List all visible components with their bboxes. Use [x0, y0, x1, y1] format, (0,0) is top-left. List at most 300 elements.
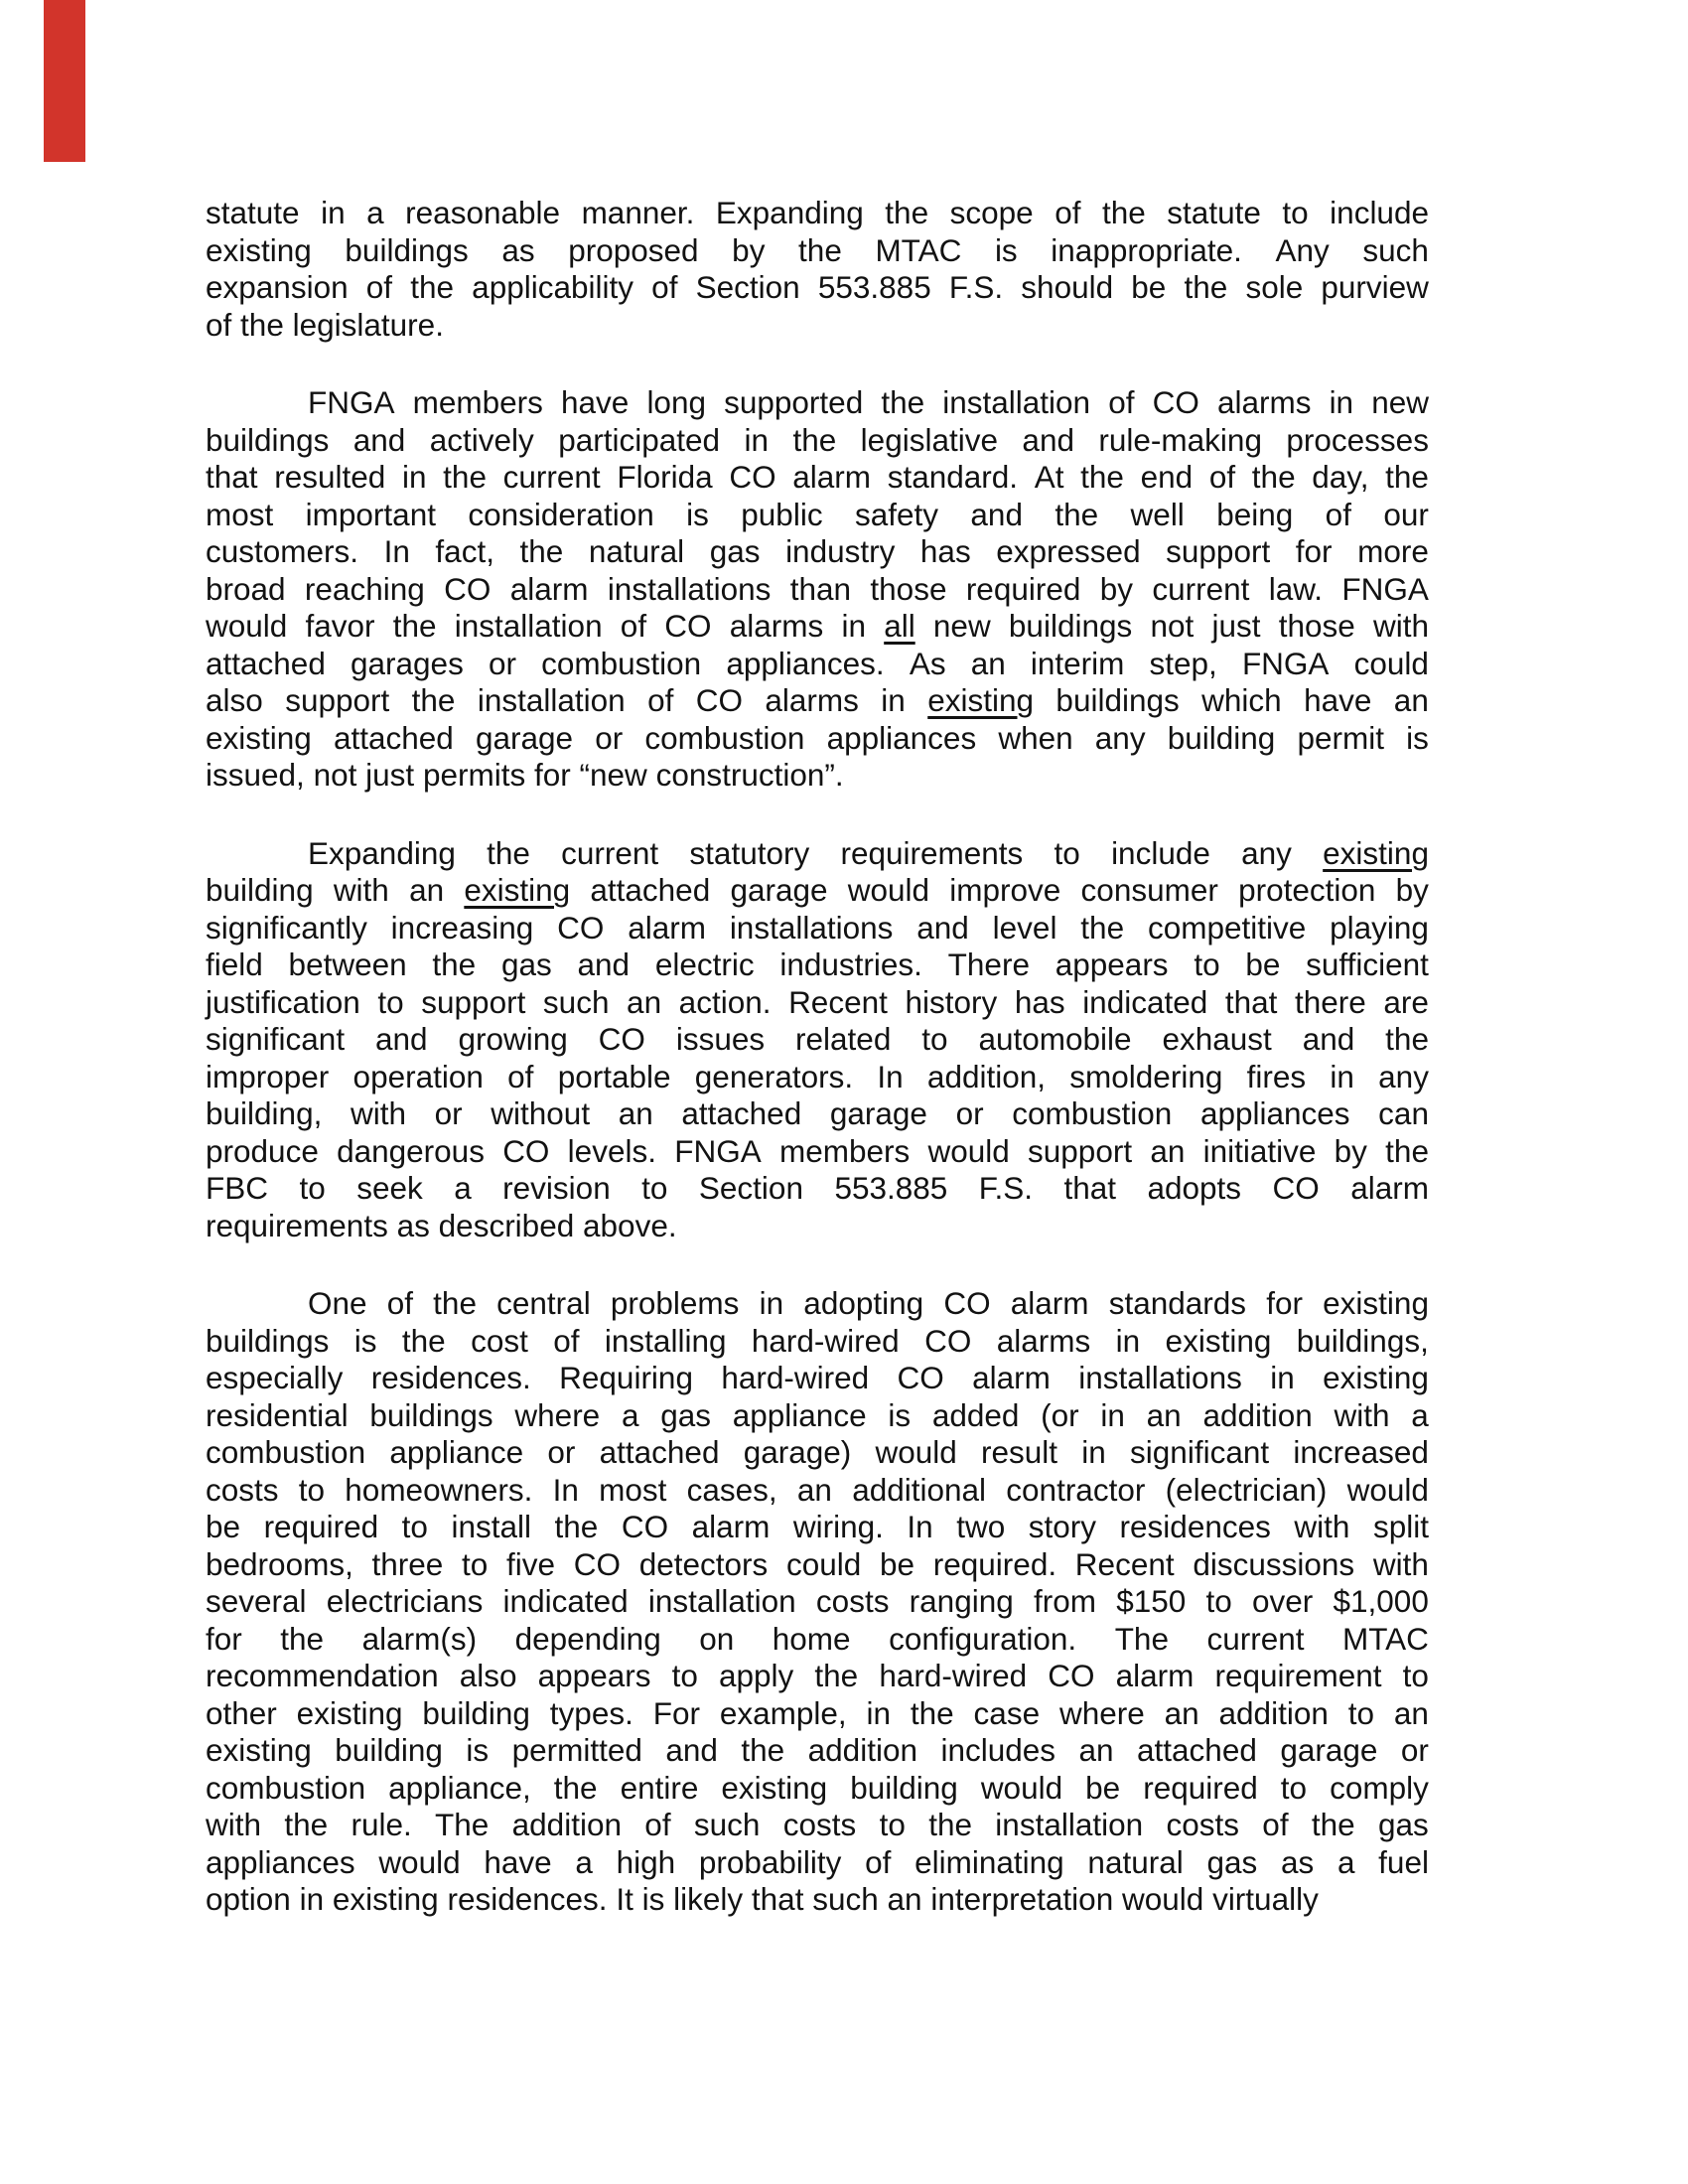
word: entire [620, 1769, 699, 1806]
word: well [1130, 496, 1185, 532]
document-text [206, 195, 1429, 1919]
word: existing [721, 1769, 828, 1806]
word: contractor [1006, 1471, 1146, 1508]
word: five [506, 1545, 556, 1582]
word: protection [1238, 872, 1376, 908]
text-line [206, 384, 1429, 422]
text-line [206, 1509, 1429, 1546]
word: the [1184, 269, 1228, 305]
word: result [981, 1434, 1058, 1470]
word: adopting [803, 1285, 924, 1321]
word: installations [1078, 1360, 1242, 1395]
word: to [1347, 1694, 1374, 1731]
word: As [909, 645, 946, 681]
word: in [299, 1881, 325, 1917]
word: to [1402, 1658, 1429, 1693]
word: costs [782, 1807, 857, 1842]
word: legislative [860, 421, 998, 458]
word: support [1028, 1132, 1133, 1169]
word: issued, [206, 757, 305, 793]
word: in [1081, 1434, 1106, 1470]
word: just [1211, 608, 1261, 644]
word: has [919, 533, 971, 569]
word: an [1393, 1694, 1429, 1731]
word: added [931, 1396, 1020, 1433]
word: ranging [909, 1583, 1014, 1619]
word: CO [897, 1360, 944, 1395]
word: garages [350, 645, 464, 681]
word: to [641, 1170, 668, 1206]
word: the [885, 195, 929, 230]
word: to [298, 1471, 326, 1508]
word: the [392, 608, 437, 644]
word: the [284, 1807, 329, 1842]
word: attached [599, 1434, 720, 1470]
word: is [686, 496, 709, 532]
word: not [1150, 608, 1195, 644]
word: types. [549, 1694, 633, 1731]
word: in [866, 1694, 892, 1731]
word: by [1099, 570, 1134, 607]
word: existing [332, 1881, 439, 1917]
word: be [206, 1509, 241, 1544]
word: story [1028, 1509, 1097, 1544]
word: hard-wired [879, 1658, 1028, 1693]
word: attached [206, 645, 326, 681]
word: adopts [1147, 1170, 1242, 1206]
paragraph [206, 384, 1429, 795]
word: such [542, 983, 610, 1020]
word: support [1166, 533, 1271, 569]
word: addition [807, 1732, 917, 1768]
word: to [1280, 1769, 1308, 1806]
word: costs [815, 1583, 890, 1619]
word: an [1164, 1694, 1199, 1731]
text-line [206, 1021, 1429, 1059]
word: long [646, 384, 706, 420]
text-line [206, 1397, 1429, 1435]
word: gas [660, 1396, 711, 1433]
word: of [1262, 1807, 1289, 1842]
word: probability [698, 1843, 842, 1880]
word: permit [1297, 719, 1384, 756]
word: would [847, 872, 930, 908]
word: the [554, 1509, 599, 1544]
word: At [1034, 459, 1064, 495]
word: existing [206, 231, 312, 268]
word: those [870, 570, 947, 607]
word: a [1411, 1396, 1429, 1433]
word: participated [558, 421, 721, 458]
word: that [751, 1881, 804, 1917]
word: natural [1087, 1843, 1184, 1880]
word: should [1021, 269, 1114, 305]
word: current [1206, 1620, 1305, 1657]
word: Expanding [715, 195, 864, 230]
word: in [1115, 1322, 1141, 1359]
word: problems [610, 1285, 740, 1321]
word: electricians [326, 1583, 484, 1619]
word: combustion [644, 719, 805, 756]
word: includes [940, 1732, 1056, 1768]
red-scan-mark [44, 0, 85, 162]
word: alarms [996, 1322, 1091, 1359]
word: FNGA [674, 1132, 762, 1169]
text-line [206, 1095, 1429, 1133]
word: 553.885 [834, 1170, 948, 1206]
word: increased [1293, 1434, 1429, 1470]
word: level [992, 909, 1057, 946]
word: reasonable [405, 195, 561, 230]
word: statute [1167, 195, 1261, 230]
word: supported [724, 384, 864, 420]
word: requirement [1214, 1658, 1382, 1693]
word: alarm(s) [361, 1620, 478, 1657]
word: would [1121, 1881, 1204, 1917]
word: a [1336, 1843, 1355, 1880]
word: high [616, 1843, 676, 1880]
word: attached [681, 1095, 802, 1131]
word: of [651, 269, 678, 305]
word: Requiring [559, 1360, 693, 1395]
word: of [206, 306, 232, 343]
text-line [206, 1881, 1429, 1919]
word: the [240, 306, 284, 343]
word: required [965, 570, 1081, 607]
word: two [956, 1509, 1006, 1544]
word: by [732, 231, 766, 268]
text-line [206, 1658, 1429, 1695]
word: current [1152, 570, 1250, 607]
text-line [206, 1059, 1429, 1096]
word: the [881, 384, 925, 420]
word: where [514, 1396, 601, 1433]
word: in [1100, 1396, 1125, 1433]
word: of [620, 608, 647, 644]
word: of [644, 1807, 671, 1842]
text-line [206, 459, 1429, 497]
word: can [1378, 1095, 1429, 1131]
word: cost [471, 1322, 528, 1359]
word: garage [829, 1095, 927, 1131]
word: gas [500, 946, 552, 982]
word: of [365, 269, 393, 305]
word: buildings [345, 231, 469, 268]
word: $150 [1116, 1583, 1187, 1619]
word: existing [927, 682, 1035, 718]
word: manner. [581, 195, 695, 230]
word: gas [709, 533, 761, 569]
word: would [1346, 1471, 1429, 1508]
word: also [459, 1658, 517, 1693]
word: for [1266, 1285, 1303, 1321]
word: growing [458, 1021, 568, 1057]
word: not [313, 757, 357, 793]
word: installation [477, 682, 626, 718]
word: fires [1246, 1058, 1307, 1094]
word: FBC [206, 1170, 268, 1206]
word: and [577, 946, 631, 982]
word: is [1406, 719, 1429, 756]
word: smoldering [1069, 1058, 1223, 1094]
word: that [1063, 1170, 1117, 1206]
text-line [206, 497, 1429, 534]
word: initiative [1202, 1132, 1317, 1169]
word: most [206, 496, 274, 532]
word: would [875, 1434, 957, 1470]
word: to [921, 1021, 948, 1057]
word: attached [1137, 1732, 1257, 1768]
word: CO [557, 909, 605, 946]
word: homeowners. [345, 1471, 533, 1508]
paragraph [206, 835, 1429, 1245]
word: levels. [567, 1132, 656, 1169]
word: a [575, 1843, 593, 1880]
word: that [206, 459, 258, 495]
word: and [1022, 421, 1074, 458]
word: sufficient [1306, 946, 1429, 982]
word: CO [1048, 1658, 1095, 1693]
word: CO [924, 1322, 972, 1359]
word: to [1205, 1583, 1232, 1619]
word: installations [607, 570, 772, 607]
word: and [970, 496, 1023, 532]
word: The [435, 1807, 490, 1842]
word: electric [654, 946, 755, 982]
word: field [206, 946, 263, 982]
word: of [1325, 496, 1351, 532]
word: appliances [826, 719, 977, 756]
word: (electrician) [1165, 1471, 1328, 1508]
word: existing [1323, 834, 1429, 871]
text-line [206, 720, 1429, 758]
text-line [206, 307, 1429, 345]
word: justification [206, 983, 360, 1020]
word: buildings [1008, 608, 1133, 644]
word: to [299, 1170, 326, 1206]
word: to [1054, 834, 1080, 871]
word: with [1372, 608, 1429, 644]
word: the [1080, 909, 1125, 946]
text-line [206, 195, 1429, 232]
word: processes [1286, 421, 1429, 458]
word: existing [206, 719, 312, 756]
word: generators. [694, 1058, 854, 1094]
word: building, [206, 1095, 323, 1131]
word: residential [206, 1396, 349, 1433]
text-line [206, 835, 1429, 873]
word: with [1372, 1545, 1429, 1582]
word: of [553, 1322, 580, 1359]
word: could [786, 1545, 862, 1582]
word: eliminating [914, 1843, 1064, 1880]
word: addition, [926, 1058, 1047, 1094]
word: CO [598, 1021, 645, 1057]
word: by [1334, 1132, 1367, 1169]
word: split [1372, 1509, 1429, 1544]
word: the [432, 946, 477, 982]
word: Expanding [308, 834, 456, 871]
word: safety [854, 496, 939, 532]
word: in [1330, 1058, 1354, 1094]
word: appliances. [726, 645, 885, 681]
word: or [434, 1095, 463, 1131]
word: in [1270, 1360, 1295, 1395]
word: the [411, 682, 456, 718]
word: interim [1030, 645, 1125, 681]
word: would [378, 1843, 461, 1880]
word: requirements [206, 1207, 388, 1243]
word: building [335, 1732, 443, 1768]
word: requirements [840, 834, 1024, 871]
word: appears [537, 1658, 651, 1693]
word: the [1385, 1132, 1429, 1169]
word: buildings [369, 1396, 493, 1433]
word: residences [1119, 1509, 1271, 1544]
word: combustion [206, 1434, 366, 1470]
word: for [533, 757, 571, 793]
word: Section [698, 1170, 803, 1206]
word: statutory [689, 834, 810, 871]
word: the [814, 1658, 859, 1693]
word: option [206, 1881, 291, 1917]
word: a [454, 1170, 472, 1206]
word: alarm [972, 1360, 1051, 1395]
word: with [350, 1095, 406, 1131]
word: is [888, 1396, 912, 1433]
text-line [206, 946, 1429, 984]
word: issues [675, 1021, 766, 1057]
word: produce [206, 1132, 319, 1169]
word: related [795, 1021, 892, 1057]
word: additional [852, 1471, 987, 1508]
word: such [1362, 231, 1429, 268]
word: especially [206, 1360, 344, 1395]
word: alarm [1115, 1658, 1195, 1693]
word: consideration [468, 496, 654, 532]
text-line [206, 910, 1429, 947]
word: end [1140, 459, 1194, 495]
word: fact, [435, 533, 494, 569]
paragraph [206, 1285, 1429, 1919]
text-line [206, 608, 1429, 646]
word: One [308, 1285, 367, 1321]
word: building [1167, 719, 1276, 756]
word: depending [514, 1620, 661, 1657]
word: day, [1312, 459, 1369, 495]
word: in [321, 195, 346, 230]
word: in [1329, 384, 1354, 420]
word: those [1278, 608, 1355, 644]
text-line [206, 571, 1429, 609]
word: garage) [743, 1434, 852, 1470]
word: CO [943, 1285, 991, 1321]
word: the [1385, 1021, 1429, 1057]
word: increasing [390, 909, 534, 946]
word: have [561, 384, 630, 420]
word: more [1357, 533, 1429, 569]
word: between [288, 946, 407, 982]
word: being [1216, 496, 1294, 532]
text-line [206, 1323, 1429, 1361]
word: garage [730, 872, 828, 908]
word: Recent [1074, 1545, 1175, 1582]
text-line [206, 1546, 1429, 1584]
word: garage [1280, 1732, 1378, 1768]
word: case [973, 1694, 1041, 1731]
word: favor [305, 608, 375, 644]
word: of [647, 682, 674, 718]
word: the [798, 231, 842, 268]
word: In [877, 1058, 904, 1094]
text-line [206, 1807, 1429, 1844]
word: virtually [1212, 1881, 1319, 1917]
word: existing [1323, 1285, 1429, 1321]
word: “new [579, 757, 647, 793]
word: have [484, 1843, 552, 1880]
word: It [616, 1881, 633, 1917]
word: the [792, 421, 837, 458]
word: to [879, 1807, 906, 1842]
word: of [1055, 195, 1081, 230]
word: is [641, 1881, 665, 1917]
word: comply [1330, 1769, 1429, 1806]
text-line [206, 1360, 1429, 1397]
word: that [1224, 983, 1278, 1020]
word: an [1146, 1396, 1182, 1433]
word: central [496, 1285, 591, 1321]
text-line [206, 1285, 1429, 1323]
word: a [366, 195, 384, 230]
word: would [206, 608, 288, 644]
word: required [1143, 1769, 1258, 1806]
word: an [618, 1095, 653, 1131]
word: an [1078, 1732, 1114, 1768]
word: when [998, 719, 1073, 756]
word: $1,000 [1333, 1583, 1429, 1619]
word: such [693, 1807, 761, 1842]
word: to [462, 1545, 489, 1582]
word: applicability [472, 269, 634, 305]
word: cases, [686, 1471, 777, 1508]
word: the [1311, 1807, 1355, 1842]
word: required. [932, 1545, 1057, 1582]
word: would [980, 1769, 1063, 1806]
word: alarms [765, 682, 859, 718]
word: buildings [1055, 682, 1180, 718]
word: alarm [509, 570, 589, 607]
word: of [1108, 384, 1135, 420]
word: for [206, 1620, 242, 1657]
word: MTAC [1342, 1620, 1429, 1657]
word: standards [1108, 1285, 1247, 1321]
word: the [487, 834, 530, 871]
word: with [206, 1807, 262, 1842]
word: the [519, 533, 564, 569]
word: garage [475, 719, 574, 756]
word: gas [1206, 1843, 1258, 1880]
word: appliance [732, 1396, 867, 1433]
word: include [1330, 195, 1429, 230]
word: above. [583, 1207, 677, 1243]
word: the [910, 1694, 954, 1731]
word: most [599, 1471, 667, 1508]
text-line [206, 1844, 1429, 1882]
word: installation [942, 384, 1091, 420]
word: CO [573, 1545, 622, 1582]
word: dangerous [337, 1132, 485, 1169]
word: include [1111, 834, 1210, 871]
